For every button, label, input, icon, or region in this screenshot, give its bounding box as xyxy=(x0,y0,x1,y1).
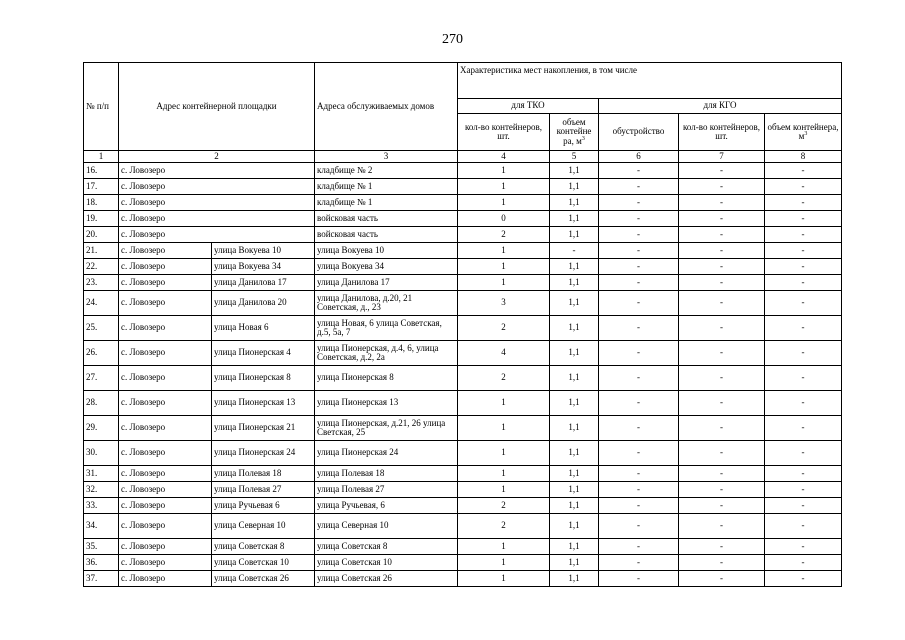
row-kgo-equipment: - xyxy=(599,179,679,195)
table-row xyxy=(84,539,842,555)
row-served: улица Пионерская 13 xyxy=(315,391,458,416)
table-body xyxy=(84,163,842,587)
row-kgo-volume: - xyxy=(765,163,842,179)
row-tko-volume: 1,1 xyxy=(550,211,599,227)
row-settlement: с. Ловозеро xyxy=(119,416,212,441)
row-kgo-count: - xyxy=(679,466,765,482)
row-street: улица Пионерская 8 xyxy=(212,366,315,391)
row-kgo-count: - xyxy=(679,316,765,341)
row-tko-volume: 1,1 xyxy=(550,291,599,316)
table-row xyxy=(84,466,842,482)
row-kgo-volume: - xyxy=(765,539,842,555)
row-tko-count: 2 xyxy=(458,316,550,341)
row-kgo-count: - xyxy=(679,441,765,466)
row-tko-count: 1 xyxy=(458,482,550,498)
header-served: Адреса обслуживаемых домов xyxy=(315,63,458,151)
column-number: 3 xyxy=(315,151,458,163)
row-tko-volume: 1,1 xyxy=(550,275,599,291)
header-kgo-volume-text: объем контейнера, м xyxy=(767,121,839,141)
row-kgo-volume: - xyxy=(765,243,842,259)
row-settlement: с. Ловозеро xyxy=(119,316,212,341)
row-kgo-volume: - xyxy=(765,275,842,291)
row-kgo-equipment: - xyxy=(599,514,679,539)
table-row xyxy=(84,291,842,316)
row-kgo-count: - xyxy=(679,391,765,416)
row-number: 24. xyxy=(84,291,119,316)
row-kgo-volume: - xyxy=(765,291,842,316)
row-tko-count: 1 xyxy=(458,571,550,587)
row-settlement: с. Ловозеро xyxy=(119,539,212,555)
row-tko-volume: 1,1 xyxy=(550,316,599,341)
row-kgo-equipment: - xyxy=(599,482,679,498)
table-row xyxy=(84,498,842,514)
header-group-kgo: для КГО xyxy=(599,99,842,114)
row-tko-volume: - xyxy=(550,243,599,259)
row-tko-count: 2 xyxy=(458,227,550,243)
row-kgo-equipment: - xyxy=(599,243,679,259)
row-served: улица Пионерская, д.21, 26 улица Светская, 25 xyxy=(315,416,458,441)
row-settlement: с. Ловозеро xyxy=(119,211,315,227)
row-street: улица Пионерская 13 xyxy=(212,391,315,416)
row-settlement: с. Ловозеро xyxy=(119,163,315,179)
row-tko-count: 4 xyxy=(458,341,550,366)
row-kgo-equipment: - xyxy=(599,211,679,227)
row-number: 34. xyxy=(84,514,119,539)
table-row xyxy=(84,391,842,416)
row-number: 35. xyxy=(84,539,119,555)
row-street: улица Северная 10 xyxy=(212,514,315,539)
row-kgo-count: - xyxy=(679,539,765,555)
table-row xyxy=(84,163,842,179)
row-kgo-volume: - xyxy=(765,316,842,341)
row-street: улица Вокуева 34 xyxy=(212,259,315,275)
row-kgo-equipment: - xyxy=(599,366,679,391)
row-tko-count: 2 xyxy=(458,366,550,391)
header-tko-count: кол-во контейнеров, шт. xyxy=(458,114,550,151)
row-kgo-equipment: - xyxy=(599,571,679,587)
row-kgo-count: - xyxy=(679,482,765,498)
row-kgo-volume: - xyxy=(765,416,842,441)
row-number: 18. xyxy=(84,195,119,211)
row-kgo-equipment: - xyxy=(599,341,679,366)
row-served: улица Вокуева 10 xyxy=(315,243,458,259)
row-settlement: с. Ловозеро xyxy=(119,391,212,416)
table-row xyxy=(84,441,842,466)
row-kgo-equipment: - xyxy=(599,539,679,555)
row-number: 23. xyxy=(84,275,119,291)
row-kgo-volume: - xyxy=(765,259,842,275)
row-tko-count: 1 xyxy=(458,391,550,416)
header-site-address: Адрес контейнерной площадки xyxy=(119,63,315,151)
row-kgo-equipment: - xyxy=(599,316,679,341)
row-served: улица Новая, 6 улица Советская, д.5, 5а, 7 xyxy=(315,316,458,341)
row-kgo-volume: - xyxy=(765,482,842,498)
row-served: улица Пионерская 24 xyxy=(315,441,458,466)
row-tko-count: 1 xyxy=(458,243,550,259)
row-settlement: с. Ловозеро xyxy=(119,482,212,498)
row-tko-volume: 1,1 xyxy=(550,498,599,514)
row-served: кладбище № 1 xyxy=(315,179,458,195)
row-kgo-count: - xyxy=(679,571,765,587)
row-number: 28. xyxy=(84,391,119,416)
row-kgo-volume: - xyxy=(765,366,842,391)
row-number: 37. xyxy=(84,571,119,587)
row-number: 16. xyxy=(84,163,119,179)
row-tko-count: 1 xyxy=(458,416,550,441)
row-tko-volume: 1,1 xyxy=(550,539,599,555)
container-sites-table xyxy=(83,62,842,587)
page-number: 270 xyxy=(442,32,463,47)
table-row xyxy=(84,227,842,243)
row-kgo-count: - xyxy=(679,366,765,391)
row-kgo-count: - xyxy=(679,195,765,211)
row-served: улица Советская 8 xyxy=(315,539,458,555)
row-kgo-count: - xyxy=(679,555,765,571)
row-tko-count: 0 xyxy=(458,211,550,227)
row-kgo-volume: - xyxy=(765,498,842,514)
row-served: войсковая часть xyxy=(315,211,458,227)
row-kgo-count: - xyxy=(679,211,765,227)
row-street: улица Советская 8 xyxy=(212,539,315,555)
row-served: улица Советская 10 xyxy=(315,555,458,571)
table-row xyxy=(84,366,842,391)
row-kgo-equipment: - xyxy=(599,441,679,466)
row-served: улица Полевая 27 xyxy=(315,482,458,498)
row-settlement: с. Ловозеро xyxy=(119,227,315,243)
row-number: 17. xyxy=(84,179,119,195)
row-settlement: с. Ловозеро xyxy=(119,275,212,291)
row-settlement: с. Ловозеро xyxy=(119,571,212,587)
row-tko-count: 2 xyxy=(458,514,550,539)
row-tko-count: 1 xyxy=(458,275,550,291)
row-served: улица Данилова, д.20, 21 Советская, д., 23 xyxy=(315,291,458,316)
row-kgo-count: - xyxy=(679,243,765,259)
row-tko-volume: 1,1 xyxy=(550,341,599,366)
row-served: улица Пионерская, д.4, 6, улица Советская, д.2, 2а xyxy=(315,341,458,366)
row-kgo-volume: - xyxy=(765,571,842,587)
row-kgo-volume: - xyxy=(765,441,842,466)
row-kgo-volume: - xyxy=(765,341,842,366)
row-street: улица Данилова 20 xyxy=(212,291,315,316)
column-number: 8 xyxy=(765,151,842,163)
row-served: улица Вокуева 34 xyxy=(315,259,458,275)
row-kgo-equipment: - xyxy=(599,555,679,571)
header-num: № п/п xyxy=(84,63,119,151)
row-served: улица Ручьевая, 6 xyxy=(315,498,458,514)
row-street: улица Ручьевая 6 xyxy=(212,498,315,514)
row-kgo-equipment: - xyxy=(599,498,679,514)
row-street: улица Советская 26 xyxy=(212,571,315,587)
row-kgo-count: - xyxy=(679,259,765,275)
header-kgo-equipment: обустройство xyxy=(599,114,679,151)
row-tko-count: 1 xyxy=(458,163,550,179)
row-street: улица Новая 6 xyxy=(212,316,315,341)
row-tko-volume: 1,1 xyxy=(550,163,599,179)
row-street: улица Пионерская 4 xyxy=(212,341,315,366)
row-street: улица Советская 10 xyxy=(212,555,315,571)
table-row xyxy=(84,259,842,275)
row-served: улица Северная 10 xyxy=(315,514,458,539)
row-kgo-volume: - xyxy=(765,227,842,243)
row-kgo-equipment: - xyxy=(599,259,679,275)
row-kgo-equipment: - xyxy=(599,416,679,441)
row-settlement: с. Ловозеро xyxy=(119,259,212,275)
row-tko-volume: 1,1 xyxy=(550,227,599,243)
header-tko-volume-text: объем контейне ра, м xyxy=(556,116,592,146)
row-number: 22. xyxy=(84,259,119,275)
row-tko-count: 1 xyxy=(458,539,550,555)
row-kgo-count: - xyxy=(679,514,765,539)
row-tko-count: 3 xyxy=(458,291,550,316)
header-group-tko: для ТКО xyxy=(458,99,599,114)
column-number: 5 xyxy=(550,151,599,163)
row-kgo-volume: - xyxy=(765,391,842,416)
row-kgo-volume: - xyxy=(765,195,842,211)
row-kgo-count: - xyxy=(679,179,765,195)
row-number: 36. xyxy=(84,555,119,571)
row-tko-volume: 1,1 xyxy=(550,195,599,211)
row-kgo-equipment: - xyxy=(599,163,679,179)
table-row xyxy=(84,243,842,259)
column-number: 7 xyxy=(679,151,765,163)
row-kgo-count: - xyxy=(679,498,765,514)
row-tko-volume: 1,1 xyxy=(550,466,599,482)
row-number: 30. xyxy=(84,441,119,466)
header-kgo-volume-sup: 3 xyxy=(804,131,808,137)
row-kgo-count: - xyxy=(679,291,765,316)
row-number: 27. xyxy=(84,366,119,391)
row-tko-volume: 1,1 xyxy=(550,416,599,441)
row-kgo-count: - xyxy=(679,341,765,366)
row-settlement: с. Ловозеро xyxy=(119,243,212,259)
row-served: кладбище № 2 xyxy=(315,163,458,179)
row-street: улица Пионерская 21 xyxy=(212,416,315,441)
row-number: 29. xyxy=(84,416,119,441)
table-row xyxy=(84,179,842,195)
row-kgo-volume: - xyxy=(765,555,842,571)
row-kgo-equipment: - xyxy=(599,195,679,211)
row-tko-volume: 1,1 xyxy=(550,571,599,587)
column-number: 2 xyxy=(119,151,315,163)
row-tko-volume: 1,1 xyxy=(550,179,599,195)
row-settlement: с. Ловозеро xyxy=(119,466,212,482)
row-tko-volume: 1,1 xyxy=(550,259,599,275)
row-tko-volume: 1,1 xyxy=(550,441,599,466)
header-kgo-count: кол-во контейнеров, шт. xyxy=(679,114,765,151)
row-kgo-count: - xyxy=(679,227,765,243)
column-number: 6 xyxy=(599,151,679,163)
row-number: 26. xyxy=(84,341,119,366)
row-tko-count: 1 xyxy=(458,179,550,195)
row-settlement: с. Ловозеро xyxy=(119,179,315,195)
table-row xyxy=(84,341,842,366)
row-number: 33. xyxy=(84,498,119,514)
row-kgo-volume: - xyxy=(765,211,842,227)
table-row xyxy=(84,416,842,441)
table-row xyxy=(84,571,842,587)
row-served: улица Советская 26 xyxy=(315,571,458,587)
row-settlement: с. Ловозеро xyxy=(119,555,212,571)
table-row xyxy=(84,555,842,571)
table-row xyxy=(84,316,842,341)
row-kgo-equipment: - xyxy=(599,466,679,482)
row-number: 21. xyxy=(84,243,119,259)
row-settlement: с. Ловозеро xyxy=(119,291,212,316)
row-kgo-equipment: - xyxy=(599,275,679,291)
column-number: 1 xyxy=(84,151,119,163)
row-kgo-volume: - xyxy=(765,179,842,195)
row-served: войсковая часть xyxy=(315,227,458,243)
row-tko-count: 1 xyxy=(458,555,550,571)
row-settlement: с. Ловозеро xyxy=(119,341,212,366)
row-kgo-volume: - xyxy=(765,514,842,539)
row-kgo-equipment: - xyxy=(599,227,679,243)
row-number: 25. xyxy=(84,316,119,341)
row-tko-count: 1 xyxy=(458,259,550,275)
table-header xyxy=(84,63,842,163)
row-kgo-equipment: - xyxy=(599,391,679,416)
row-kgo-count: - xyxy=(679,275,765,291)
row-street: улица Пионерская 24 xyxy=(212,441,315,466)
row-served: улица Пионерская 8 xyxy=(315,366,458,391)
row-number: 32. xyxy=(84,482,119,498)
column-number-row xyxy=(84,151,842,163)
row-street: улица Вокуева 10 xyxy=(212,243,315,259)
row-tko-count: 2 xyxy=(458,498,550,514)
row-served: кладбище № 1 xyxy=(315,195,458,211)
header-kgo-volume xyxy=(765,114,842,151)
row-tko-volume: 1,1 xyxy=(550,391,599,416)
row-tko-count: 1 xyxy=(458,466,550,482)
row-kgo-equipment: - xyxy=(599,291,679,316)
row-street: улица Данилова 17 xyxy=(212,275,315,291)
row-tko-volume: 1,1 xyxy=(550,482,599,498)
row-tko-volume: 1,1 xyxy=(550,555,599,571)
row-tko-count: 1 xyxy=(458,441,550,466)
row-tko-volume: 1,1 xyxy=(550,514,599,539)
row-kgo-count: - xyxy=(679,163,765,179)
row-kgo-volume: - xyxy=(765,466,842,482)
row-settlement: с. Ловозеро xyxy=(119,514,212,539)
row-settlement: с. Ловозеро xyxy=(119,195,315,211)
row-number: 31. xyxy=(84,466,119,482)
row-served: улица Данилова 17 xyxy=(315,275,458,291)
table-row xyxy=(84,514,842,539)
row-number: 19. xyxy=(84,211,119,227)
row-settlement: с. Ловозеро xyxy=(119,366,212,391)
row-number: 20. xyxy=(84,227,119,243)
row-settlement: с. Ловозеро xyxy=(119,498,212,514)
table-row xyxy=(84,211,842,227)
row-tko-count: 1 xyxy=(458,195,550,211)
header-characteristics: Характеристика мест накопления, в том числе xyxy=(458,63,842,99)
row-served: улица Полевая 18 xyxy=(315,466,458,482)
table-row xyxy=(84,482,842,498)
row-street: улица Полевая 18 xyxy=(212,466,315,482)
table-row xyxy=(84,195,842,211)
column-number: 4 xyxy=(458,151,550,163)
row-kgo-count: - xyxy=(679,416,765,441)
table-row xyxy=(84,275,842,291)
row-street: улица Полевая 27 xyxy=(212,482,315,498)
header-tko-volume xyxy=(550,114,599,151)
header-tko-volume-sup: 3 xyxy=(581,135,585,142)
row-tko-volume: 1,1 xyxy=(550,366,599,391)
row-settlement: с. Ловозеро xyxy=(119,441,212,466)
